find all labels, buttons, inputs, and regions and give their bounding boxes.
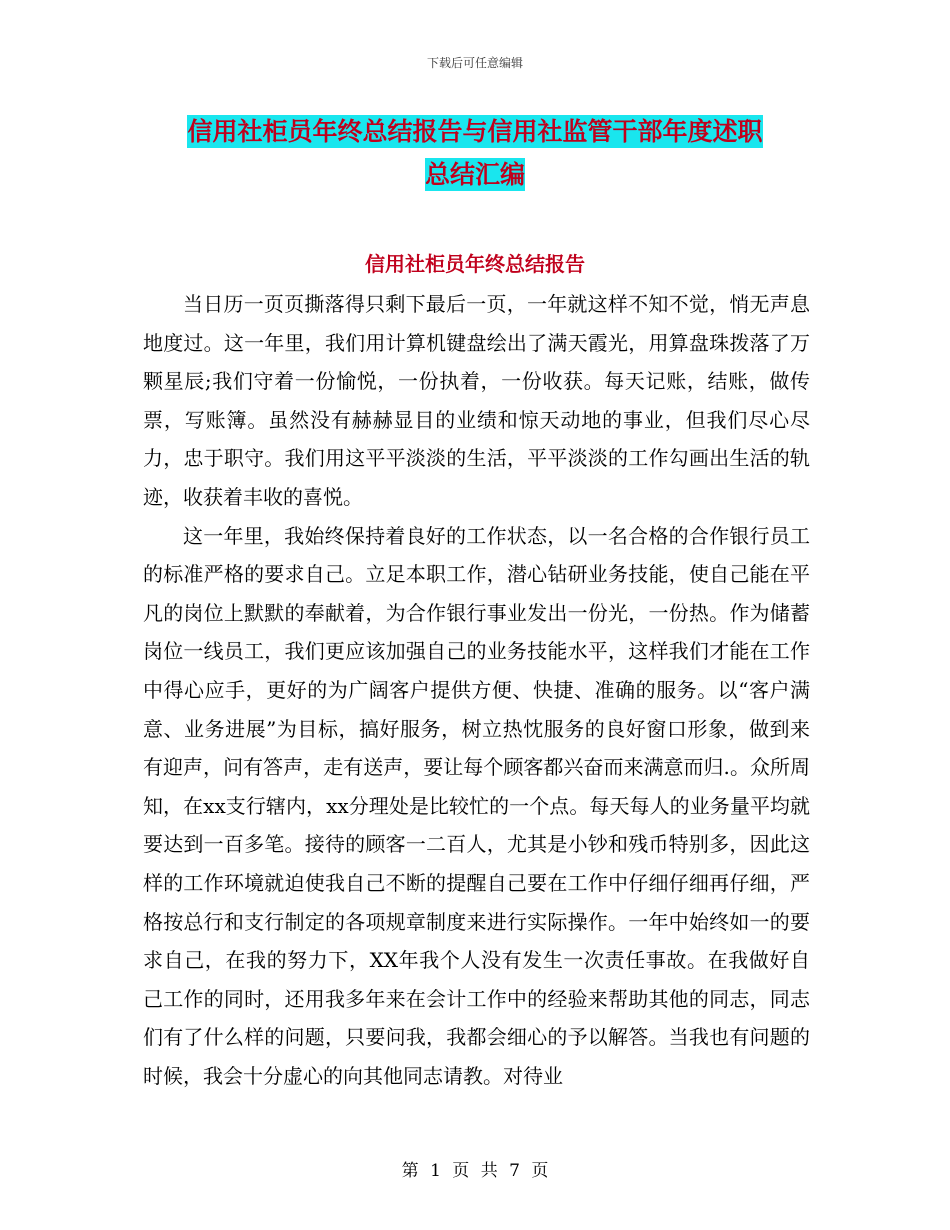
- section-title: 信用社柜员年终总结报告: [365, 252, 585, 276]
- document-title: [145, 110, 805, 196]
- page-label-mid2: 共: [480, 1161, 498, 1181]
- title-line-2: 总结汇编: [424, 160, 525, 189]
- paragraph: 这一年里，我始终保持着良好的工作状态，以一名合格的合作银行员工的标准严格的要求自己。立足本职工作，潜心钻研业务技能，使自己能在平凡的岗位上默默的奉献着，为合作银行事业发出一份光，一份热。作为储蓄岗位一线员工，我们更应该加强自己的业务技能水平，这样我们才能在工作中得心应手，更好的为广阔客户提供方便、快捷、准确的服务。以“客户满意、业务进展”为目标，搞好服务，树立热忱服务的良好窗口形象，做到来有迎声，问有答声，走有送声，要让每个顾客都兴奋而来满意而归.。众所周知，在xx支行辖内，xx分理处是比较忙的一个点。每天每人的业务量平均就要达到一百多笔。接待的顾客一二百人，尤其是小钞和残币特别多，因此这样的工作环境就迫使我自己不断的提醒自己要在工作中仔细仔细再仔细，严格按总行和支行制定的各项规章制度来进行实际操作。一年中始终如一的要求自己，在我的努力下，XX年我个人没有发生一次责任事故。在我做好自己工作的同时，还用我多年来在会计工作中的经验来帮助其他的同志，同志们有了什么样的问题，只要问我，我都会细心的予以解答。当我也有问题的时候，我会十分虚心的向其他同志请教。对待业: [143, 523, 810, 1088]
- page-label-suffix: 页: [531, 1161, 549, 1181]
- total-pages: 7: [509, 1161, 520, 1181]
- paragraph: 当日历一页页撕落得只剩下最后一页，一年就这样不知不觉，悄无声息地度过。这一年里，我们用计算机键盘绘出了满天霞光，用算盘珠拨落了万颗星辰;我们守着一份愉悦，一份执着，一份收获。每天记账，结账，做传票，写账簿。虽然没有赫赫显目的业绩和惊天动地的事业，但我们尽心尽力，忠于职守。我们用这平平淡淡的生活，平平淡淡的工作勾画出生活的轨迹，收获着丰收的喜悦。: [143, 292, 810, 509]
- page-label-prefix: 第: [401, 1161, 419, 1181]
- page-label-mid1: 页: [452, 1161, 470, 1181]
- page-number: 1: [430, 1161, 441, 1181]
- header-note: 下载后可任意编辑: [426, 56, 523, 70]
- title-line-1: 信用社柜员年终总结报告与信用社监管干部年度述职: [187, 117, 763, 146]
- page-footer: [0, 1156, 950, 1181]
- body-text: [143, 285, 810, 1095]
